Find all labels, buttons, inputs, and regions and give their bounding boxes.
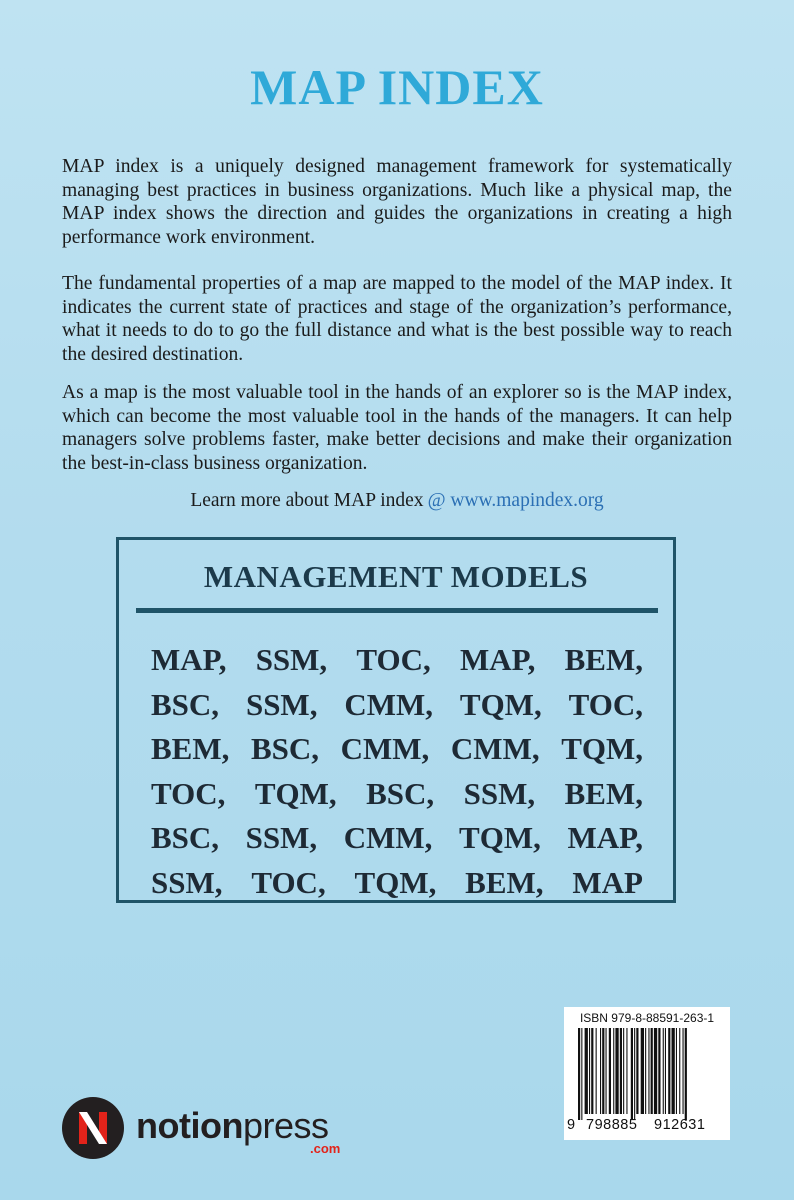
publisher-logo <box>62 1097 362 1161</box>
model-item: CMM, <box>343 820 433 856</box>
page-title: MAP INDEX <box>250 59 544 115</box>
model-item: TQM, <box>459 820 541 856</box>
model-item: BEM, <box>465 864 544 900</box>
isbn-text: ISBN 979-8-88591-263-1 <box>579 1011 715 1025</box>
model-item: SSM, <box>151 864 223 900</box>
model-item: TOC, <box>568 686 643 722</box>
value-paragraph: As a map is the most valuable tool in the hands of an explorer so is the MAP index, which can become the most valuable tool in the hands of the managers. It can help managers solve problems faster, make better decisions and make their organization the best-in-class business organization. <box>62 382 732 474</box>
model-item: SSM, <box>255 642 328 678</box>
model-item: BEM, <box>564 775 643 811</box>
models-list <box>151 638 643 905</box>
properties-paragraph: The fundamental properties of a map are mapped to the model of the MAP index. It indicates the current state of practices and stage of the organization’s performance, what it needs to do to go the full distance and what is the best possible way to reach the desired destination. <box>62 273 732 365</box>
model-item: TOC, <box>251 864 326 900</box>
model-item: BSC, <box>151 686 220 722</box>
learn-more-text: Learn more about MAP index <box>190 490 424 511</box>
barcode-digit-first: 9 <box>567 1117 576 1133</box>
model-item: CMM, <box>344 686 433 722</box>
model-item: MAP <box>572 864 643 900</box>
model-item: MAP, <box>567 820 643 856</box>
models-row <box>151 772 643 817</box>
model-item: SSM, <box>245 820 318 856</box>
models-row <box>151 683 643 728</box>
barcode-digits-right: 912631 <box>654 1117 706 1133</box>
barcode-digits-left: 798885 <box>586 1117 638 1133</box>
barcode-bars <box>578 1028 716 1120</box>
management-models-title: MANAGEMENT MODELS <box>203 559 589 594</box>
model-item: MAP, <box>459 642 536 678</box>
model-item: TQM, <box>354 864 437 900</box>
model-item: BEM, <box>564 642 643 678</box>
model-item: BSC, <box>250 731 320 767</box>
models-row <box>151 816 643 861</box>
model-item: MAP, <box>151 642 227 678</box>
model-item: TOC, <box>151 775 226 811</box>
model-item: CMM, <box>340 731 430 767</box>
notionpress-n-logo-icon <box>62 1097 124 1159</box>
model-item: BSC, <box>151 820 220 856</box>
model-item: BSC, <box>366 775 435 811</box>
learn-more-line <box>0 490 794 512</box>
publisher-name <box>136 1105 328 1147</box>
intro-paragraph: MAP index is a uniquely designed management framework for systematically managing best practices in business organizations. Much like a physical map, the MAP index shows the direction and guides the organizations in creating a high performance work environment. <box>62 156 732 248</box>
website-link[interactable]: @ www.mapindex.org <box>427 490 604 511</box>
title-divider <box>136 608 658 613</box>
isbn-barcode <box>564 1007 730 1140</box>
model-item: SSM, <box>245 686 318 722</box>
management-models-box <box>116 537 676 903</box>
model-item: TOC, <box>356 642 431 678</box>
models-row <box>151 638 643 683</box>
model-item: BEM, <box>151 731 230 767</box>
publisher-domain: .com <box>310 1141 341 1156</box>
model-item: TQM, <box>459 686 542 722</box>
model-item: CMM, <box>450 731 540 767</box>
model-item: TQM, <box>254 775 337 811</box>
publisher-name-light: notion <box>136 1105 243 1146</box>
model-item: TQM, <box>561 731 643 767</box>
publisher-name-bold: press <box>242 1105 329 1146</box>
models-row <box>151 861 643 906</box>
models-row <box>151 727 643 772</box>
model-item: SSM, <box>463 775 536 811</box>
